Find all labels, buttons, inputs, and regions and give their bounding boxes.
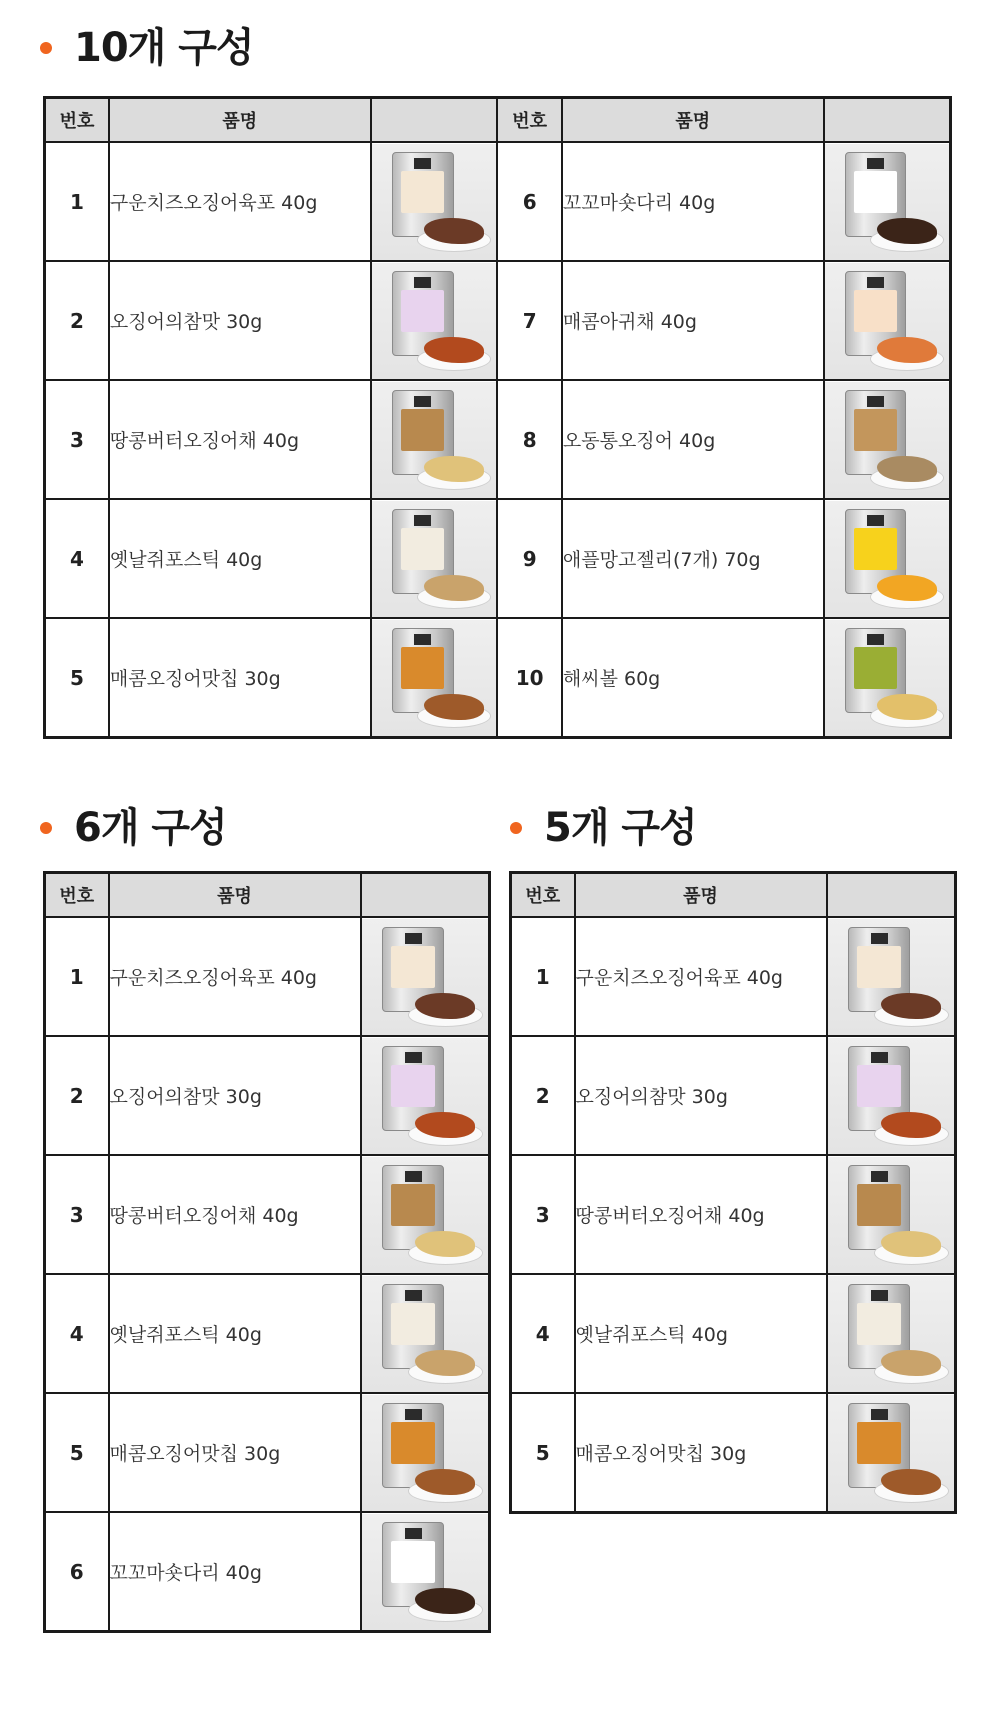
product-table-10 xyxy=(43,96,952,739)
table-header-row xyxy=(45,98,951,143)
package-label-icon xyxy=(391,946,435,988)
package-label-icon xyxy=(854,409,897,451)
item-number: 5 xyxy=(45,618,109,738)
brand-tag-icon xyxy=(867,277,884,289)
item-name: 오징어의참맛 30g xyxy=(109,261,371,380)
brand-tag-icon xyxy=(871,1290,888,1302)
section-title-text: 10개 구성 xyxy=(74,25,254,71)
product-photo xyxy=(825,382,949,498)
table-row xyxy=(45,917,490,1036)
product-thumbnail xyxy=(827,1274,956,1393)
snack-food-icon xyxy=(424,218,484,244)
table-row xyxy=(511,1155,956,1274)
product-photo xyxy=(825,144,949,260)
item-name: 땅콩버터오징어채 40g xyxy=(109,380,371,499)
item-number: 3 xyxy=(511,1155,575,1274)
product-thumbnail xyxy=(361,917,490,1036)
item-number: 1 xyxy=(511,917,575,1036)
item-number: 7 xyxy=(497,261,561,380)
product-photo xyxy=(828,1276,955,1392)
col-header-image xyxy=(824,98,951,143)
item-name: 옛날쥐포스틱 40g xyxy=(109,499,371,618)
item-name: 오동통오징어 40g xyxy=(562,380,824,499)
package-label-icon xyxy=(401,647,444,689)
package-label-icon xyxy=(391,1065,435,1107)
table-row xyxy=(45,1274,490,1393)
col-header-name: 품명 xyxy=(109,873,361,918)
table-row xyxy=(45,618,951,738)
brand-tag-icon xyxy=(414,634,431,646)
product-thumbnail xyxy=(371,261,498,380)
product-photo xyxy=(372,144,497,260)
item-number: 2 xyxy=(45,1036,109,1155)
item-number: 1 xyxy=(45,142,109,261)
section-title-text: 6개 구성 xyxy=(74,805,227,851)
product-photo xyxy=(362,1157,489,1273)
item-name: 구운치즈오징어육포 40g xyxy=(109,142,371,261)
col-header-no: 번호 xyxy=(45,98,109,143)
item-number: 2 xyxy=(45,261,109,380)
table-header-row xyxy=(45,873,490,918)
product-thumbnail xyxy=(361,1274,490,1393)
item-name: 땅콩버터오징어채 40g xyxy=(109,1155,361,1274)
package-label-icon xyxy=(401,409,444,451)
product-photo xyxy=(828,1038,955,1154)
product-photo xyxy=(362,1038,489,1154)
package-label-icon xyxy=(391,1303,435,1345)
snack-food-icon xyxy=(424,575,484,601)
product-thumbnail xyxy=(824,618,951,738)
product-thumbnail xyxy=(824,261,951,380)
package-label-icon xyxy=(857,946,901,988)
product-photo xyxy=(825,620,949,736)
package-label-icon xyxy=(857,1184,901,1226)
brand-tag-icon xyxy=(871,1171,888,1183)
table-row xyxy=(45,1155,490,1274)
brand-tag-icon xyxy=(871,933,888,945)
product-thumbnail xyxy=(827,1393,956,1513)
product-photo xyxy=(362,919,489,1035)
col-header-no: 번호 xyxy=(45,873,109,918)
product-photo xyxy=(372,620,497,736)
brand-tag-icon xyxy=(414,396,431,408)
product-thumbnail xyxy=(827,1036,956,1155)
brand-tag-icon xyxy=(414,515,431,527)
package-label-icon xyxy=(854,171,897,213)
product-photo xyxy=(828,1395,955,1511)
table-row xyxy=(511,917,956,1036)
brand-tag-icon xyxy=(871,1409,888,1421)
table-row xyxy=(45,142,951,261)
item-name: 매콤오징어맛칩 30g xyxy=(109,1393,361,1512)
product-photo xyxy=(362,1395,489,1511)
item-name: 땅콩버터오징어채 40g xyxy=(575,1155,827,1274)
product-thumbnail xyxy=(827,1155,956,1274)
snack-food-icon xyxy=(424,694,484,720)
product-photo xyxy=(362,1276,489,1392)
product-photo xyxy=(828,1157,955,1273)
package-label-icon xyxy=(401,290,444,332)
item-number: 10 xyxy=(497,618,561,738)
package-label-icon xyxy=(391,1541,435,1583)
section-title-10 xyxy=(40,25,254,71)
package-label-icon xyxy=(857,1422,901,1464)
product-photo xyxy=(825,263,949,379)
package-label-icon xyxy=(401,528,444,570)
item-name: 매콤오징어맛칩 30g xyxy=(575,1393,827,1513)
product-thumbnail xyxy=(371,499,498,618)
item-name: 오징어의참맛 30g xyxy=(575,1036,827,1155)
product-thumbnail xyxy=(824,499,951,618)
product-thumbnail xyxy=(824,380,951,499)
brand-tag-icon xyxy=(867,634,884,646)
item-number: 3 xyxy=(45,380,109,499)
package-label-icon xyxy=(854,647,897,689)
col-header-no: 번호 xyxy=(497,98,561,143)
item-name: 꼬꼬마숏다리 40g xyxy=(562,142,824,261)
item-name: 애플망고젤리(7개) 70g xyxy=(562,499,824,618)
package-label-icon xyxy=(854,528,897,570)
snack-food-icon xyxy=(424,456,484,482)
col-header-no: 번호 xyxy=(511,873,575,918)
item-number: 4 xyxy=(45,1274,109,1393)
item-number: 6 xyxy=(497,142,561,261)
col-header-image xyxy=(371,98,498,143)
bullet-dot-icon xyxy=(510,822,522,834)
package-label-icon xyxy=(857,1065,901,1107)
item-number: 6 xyxy=(45,1512,109,1632)
product-table-5 xyxy=(509,871,957,1514)
item-number: 5 xyxy=(511,1393,575,1513)
bullet-dot-icon xyxy=(40,822,52,834)
item-number: 1 xyxy=(45,917,109,1036)
product-photo xyxy=(825,501,949,617)
item-name: 오징어의참맛 30g xyxy=(109,1036,361,1155)
product-photo xyxy=(362,1514,489,1630)
product-thumbnail xyxy=(361,1393,490,1512)
table-row xyxy=(45,499,951,618)
table-row xyxy=(511,1274,956,1393)
brand-tag-icon xyxy=(871,1052,888,1064)
item-number: 5 xyxy=(45,1393,109,1512)
section-title-5 xyxy=(510,805,697,851)
brand-tag-icon xyxy=(867,515,884,527)
brand-tag-icon xyxy=(405,933,422,945)
snack-food-icon xyxy=(424,337,484,363)
product-thumbnail xyxy=(371,618,498,738)
item-name: 구운치즈오징어육포 40g xyxy=(575,917,827,1036)
table-row xyxy=(45,1393,490,1512)
table-row xyxy=(511,1393,956,1513)
product-thumbnail xyxy=(371,380,498,499)
item-name: 꼬꼬마숏다리 40g xyxy=(109,1512,361,1632)
section-title-6 xyxy=(40,805,227,851)
package-label-icon xyxy=(391,1422,435,1464)
item-number: 3 xyxy=(45,1155,109,1274)
product-thumbnail xyxy=(361,1155,490,1274)
item-number: 2 xyxy=(511,1036,575,1155)
product-table-6 xyxy=(43,871,491,1633)
brand-tag-icon xyxy=(405,1052,422,1064)
product-photo xyxy=(828,919,955,1035)
product-thumbnail xyxy=(371,142,498,261)
product-thumbnail xyxy=(824,142,951,261)
item-name: 해씨볼 60g xyxy=(562,618,824,738)
package-label-icon xyxy=(391,1184,435,1226)
product-thumbnail xyxy=(361,1512,490,1632)
brand-tag-icon xyxy=(867,158,884,170)
brand-tag-icon xyxy=(414,158,431,170)
brand-tag-icon xyxy=(405,1528,422,1540)
item-name: 매콤오징어맛칩 30g xyxy=(109,618,371,738)
item-name: 매콤아귀채 40g xyxy=(562,261,824,380)
product-thumbnail xyxy=(827,917,956,1036)
col-header-name: 품명 xyxy=(575,873,827,918)
table-row xyxy=(45,1036,490,1155)
item-name: 옛날쥐포스틱 40g xyxy=(575,1274,827,1393)
table-row xyxy=(45,261,951,380)
item-number: 8 xyxy=(497,380,561,499)
col-header-image xyxy=(361,873,490,918)
item-name: 구운치즈오징어육포 40g xyxy=(109,917,361,1036)
item-number: 9 xyxy=(497,499,561,618)
col-header-name: 품명 xyxy=(562,98,824,143)
package-label-icon xyxy=(401,171,444,213)
col-header-image xyxy=(827,873,956,918)
table-row xyxy=(511,1036,956,1155)
product-photo xyxy=(372,382,497,498)
table-row xyxy=(45,380,951,499)
product-thumbnail xyxy=(361,1036,490,1155)
section-title-text: 5개 구성 xyxy=(544,805,697,851)
brand-tag-icon xyxy=(405,1290,422,1302)
brand-tag-icon xyxy=(405,1171,422,1183)
table-row xyxy=(45,1512,490,1632)
brand-tag-icon xyxy=(414,277,431,289)
package-label-icon xyxy=(857,1303,901,1345)
package-label-icon xyxy=(854,290,897,332)
item-number: 4 xyxy=(45,499,109,618)
item-number: 4 xyxy=(511,1274,575,1393)
product-photo xyxy=(372,263,497,379)
product-photo xyxy=(372,501,497,617)
item-name: 옛날쥐포스틱 40g xyxy=(109,1274,361,1393)
table-header-row xyxy=(511,873,956,918)
brand-tag-icon xyxy=(405,1409,422,1421)
bullet-dot-icon xyxy=(40,42,52,54)
col-header-name: 품명 xyxy=(109,98,371,143)
brand-tag-icon xyxy=(867,396,884,408)
